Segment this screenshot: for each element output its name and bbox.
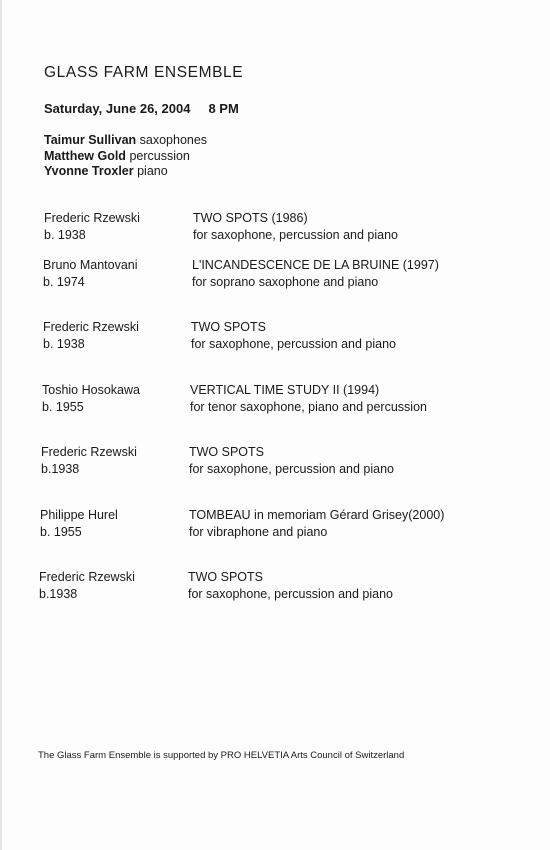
- sponsor-footer: The Glass Farm Ensemble is supported by PRO HELVETIA Arts Council of Switzerland: [38, 750, 405, 761]
- composer-column: [42, 382, 140, 416]
- composer-birth-year: b. 1938: [43, 337, 85, 351]
- performer-name: Matthew Gold: [44, 148, 126, 163]
- event-datetime: [44, 101, 239, 116]
- work-title: VERTICAL TIME STUDY II (1994): [190, 383, 380, 397]
- composer-birth-year: b. 1974: [43, 275, 85, 289]
- work-instrumentation: for saxophone, percussion and piano: [193, 228, 399, 242]
- composer-birth-year: b.1938: [41, 462, 80, 476]
- composer-column: [39, 569, 135, 603]
- composer-birth-year: b.1938: [39, 587, 78, 601]
- performer-list: [44, 133, 207, 180]
- work-title: TWO SPOTS: [188, 570, 263, 584]
- composer-name: Frederic Rzewski: [43, 320, 139, 334]
- composer-birth-year: b. 1955: [42, 400, 84, 414]
- work-column: [189, 507, 444, 541]
- composer-name: Frederic Rzewski: [39, 570, 135, 584]
- work-instrumentation: for tenor saxophone, piano and percussion: [190, 400, 427, 414]
- work-instrumentation: for vibraphone and piano: [189, 525, 328, 539]
- performer-row: [44, 149, 207, 165]
- work-title: TOMBEAU in memoriam Gérard Grisey(2000): [189, 508, 445, 522]
- performer-row: [44, 133, 207, 149]
- work-column: [191, 319, 396, 353]
- event-date: Saturday, June 26, 2004: [44, 101, 191, 116]
- composer-column: [43, 257, 138, 291]
- composer-birth-year: b. 1938: [44, 228, 86, 242]
- composer-column: [41, 444, 137, 478]
- composer-birth-year: b. 1955: [40, 525, 82, 539]
- performer-instrument: piano: [137, 164, 168, 178]
- page-edge-shadow: [0, 0, 2, 850]
- work-title: L'INCANDESCENCE DE LA BRUINE (1997): [192, 258, 439, 272]
- work-column: [193, 210, 398, 244]
- work-title: TWO SPOTS: [189, 445, 264, 459]
- composer-name: Toshio Hosokawa: [42, 383, 140, 397]
- ensemble-title: GLASS FARM ENSEMBLE: [44, 64, 244, 81]
- work-column: [190, 382, 427, 416]
- composer-name: Frederic Rzewski: [44, 211, 140, 225]
- work-column: [192, 257, 439, 291]
- composer-column: [44, 210, 140, 244]
- performer-name: Taimur Sullivan: [44, 133, 137, 147]
- work-title: TWO SPOTS: [191, 320, 266, 334]
- composer-name: Bruno Mantovani: [43, 258, 138, 272]
- work-instrumentation: for saxophone, percussion and piano: [189, 462, 395, 476]
- composer-column: [40, 507, 118, 541]
- performer-row: [44, 164, 207, 180]
- work-instrumentation: for saxophone, percussion and piano: [188, 587, 394, 601]
- composer-name: Philippe Hurel: [40, 508, 118, 522]
- event-time: 8 PM: [208, 101, 239, 116]
- work-title: TWO SPOTS (1986): [193, 211, 308, 225]
- work-column: [189, 444, 394, 478]
- composer-column: [43, 319, 139, 353]
- performer-name: Yvonne Troxler: [44, 164, 134, 178]
- performer-instrument: saxophones: [139, 133, 208, 147]
- work-instrumentation: for saxophone, percussion and piano: [191, 337, 397, 351]
- composer-name: Frederic Rzewski: [41, 445, 137, 459]
- work-column: [188, 569, 393, 603]
- performer-instrument: percussion: [129, 148, 190, 163]
- work-instrumentation: for soprano saxophone and piano: [192, 275, 379, 289]
